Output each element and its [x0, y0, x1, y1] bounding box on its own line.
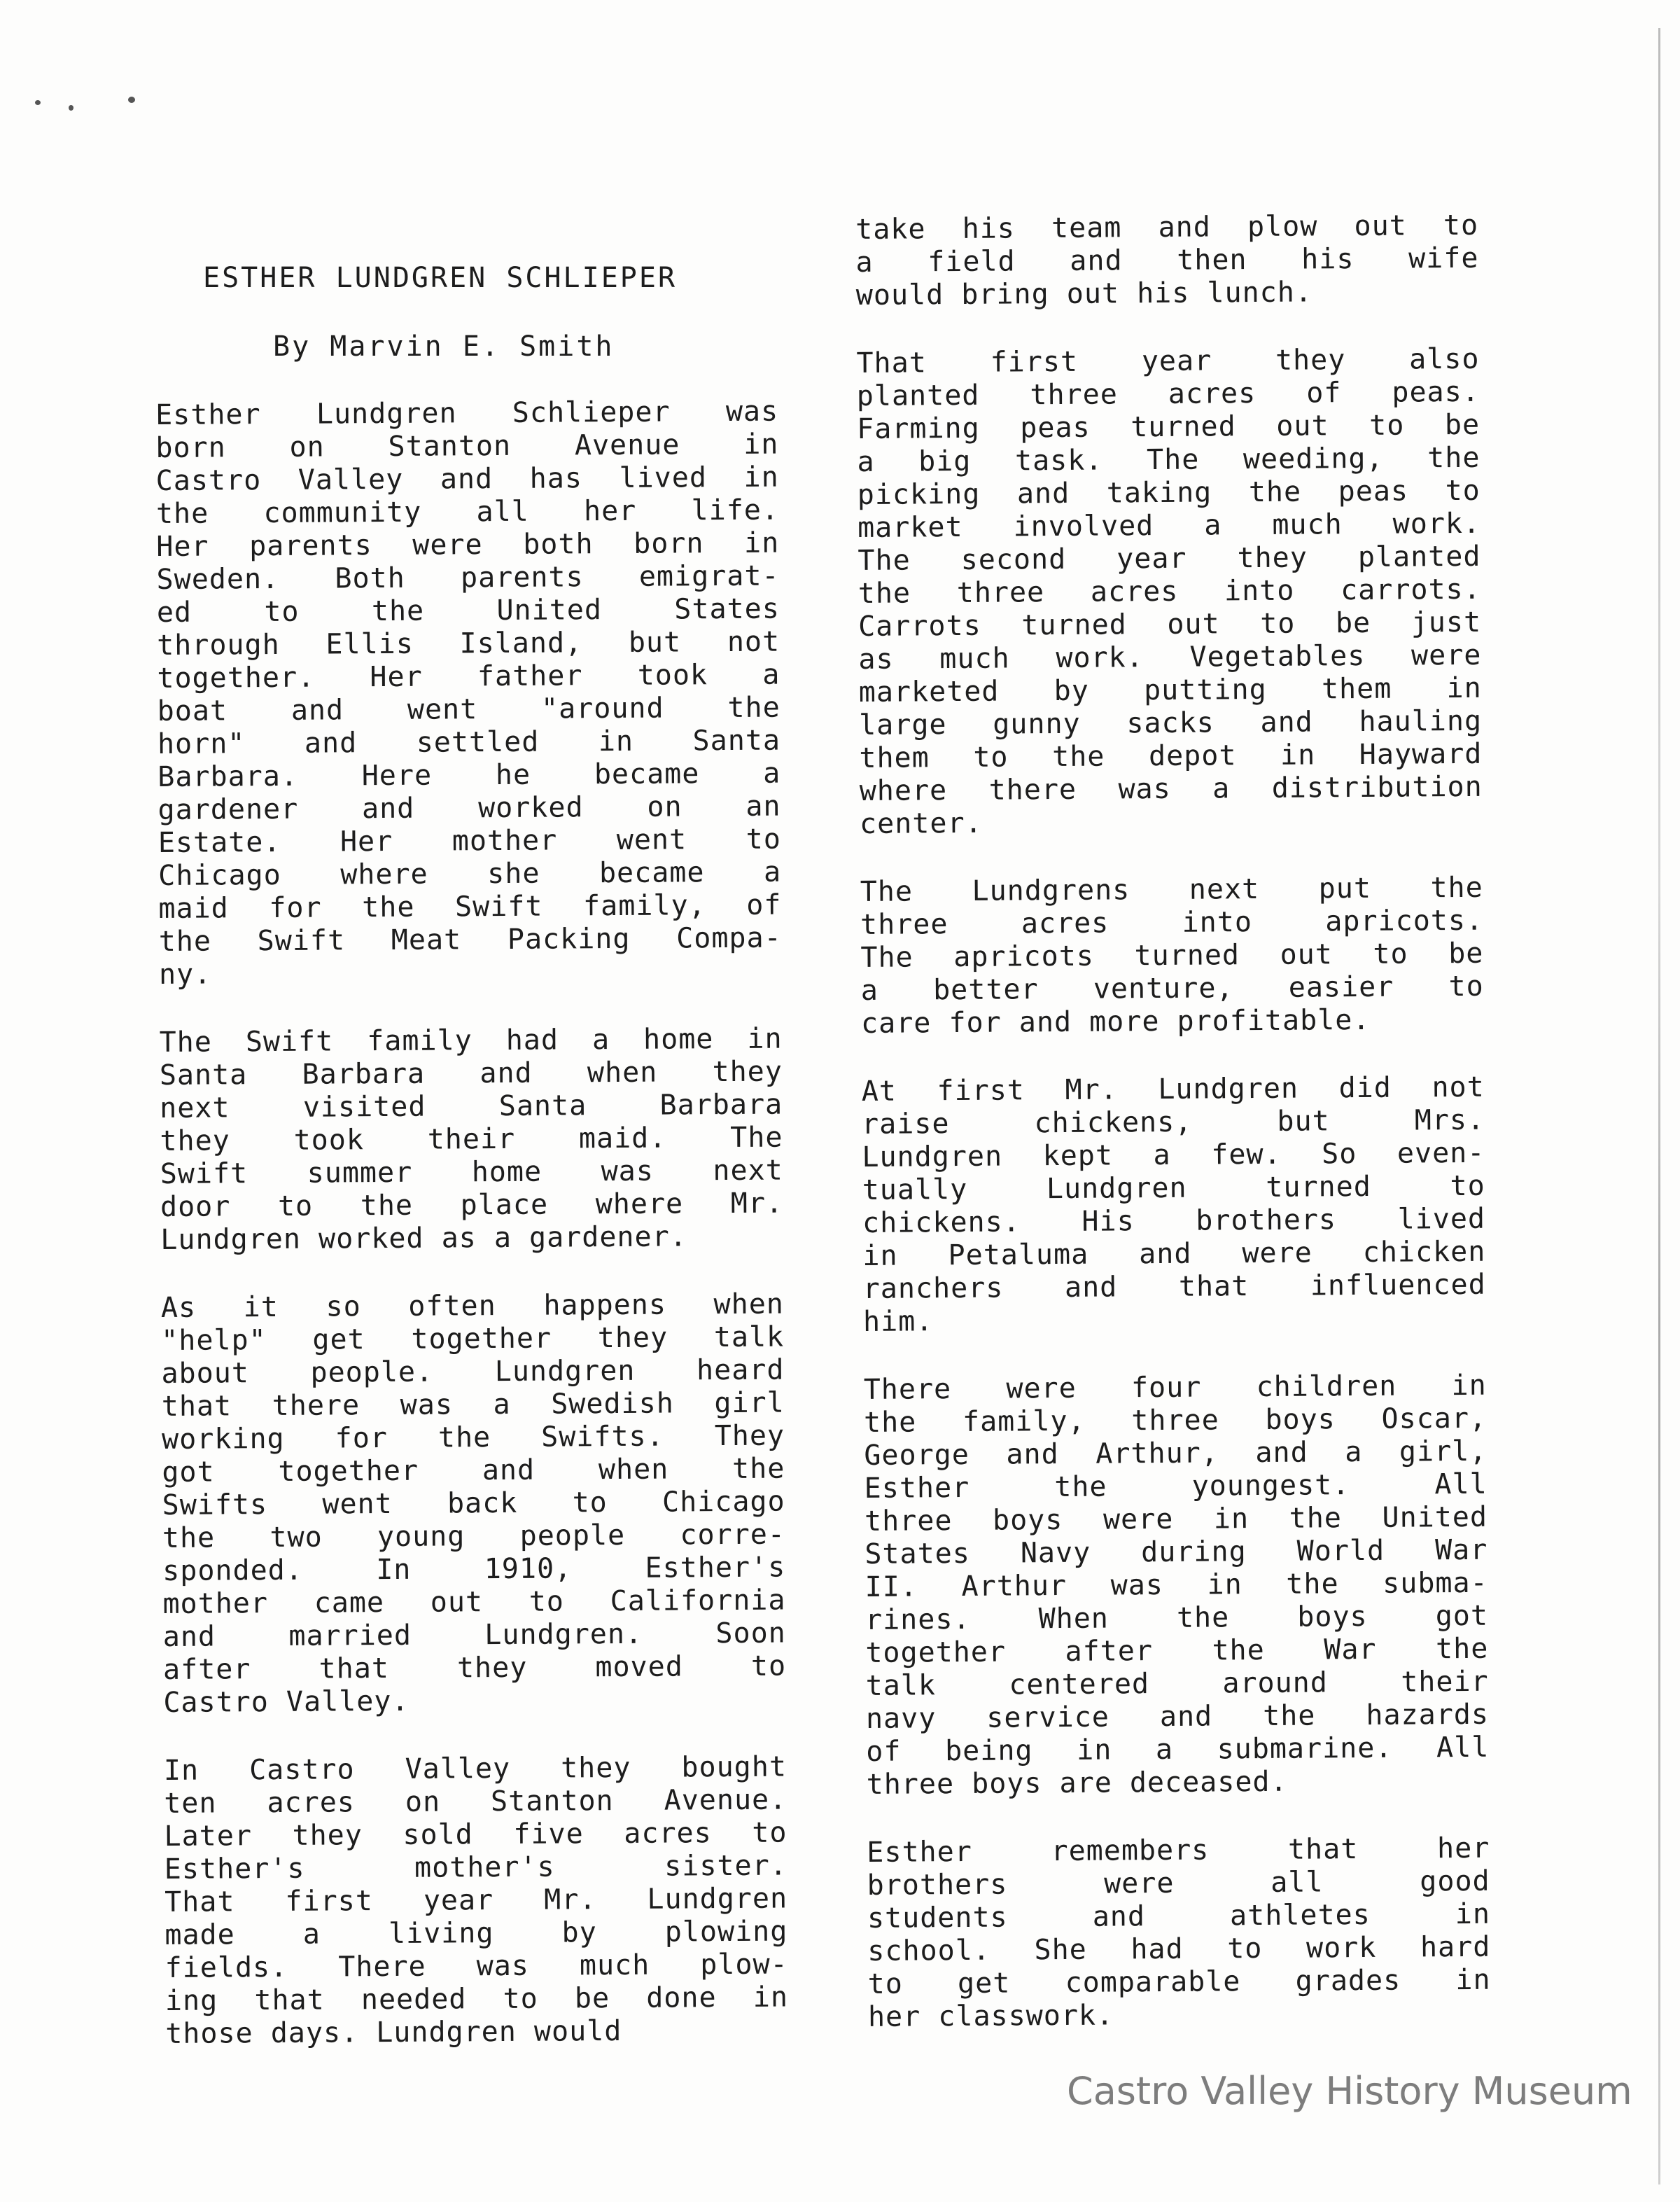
text-line: ten acres on Stanton Avenue. [164, 1783, 788, 1820]
paragraph [155, 396, 782, 991]
text-line: the Swift Meat Packing Compa- [158, 921, 782, 958]
text-line: picking and taking the peas to [857, 474, 1480, 511]
text-line: That first year they also [856, 342, 1480, 379]
text-line: center. [859, 807, 983, 840]
right-column [855, 209, 1491, 2069]
text-line: The Lundgrens next put the [860, 871, 1483, 908]
text-line: school. She had to work hard [867, 1930, 1491, 1967]
scan-speck [128, 97, 135, 103]
text-line: marketed by putting them in [858, 671, 1482, 709]
text-line: Esther the youngest. All [864, 1468, 1488, 1505]
text-line: As it so often happens when [160, 1288, 785, 1324]
text-line: ranchers and that influenced [862, 1268, 1486, 1305]
text-line: the family, three boys Oscar, [863, 1402, 1488, 1439]
text-line: The Swift family had a home in [159, 1022, 783, 1059]
text-line: rines. When the boys got [864, 1599, 1489, 1636]
text-line: The apricots turned out to be [860, 937, 1484, 974]
text-line: students and athletes in [867, 1897, 1491, 1935]
paragraph [161, 1288, 787, 1720]
text-line: her classwork. [867, 1999, 1114, 2033]
text-line: Later they sold five acres to [164, 1816, 788, 1853]
scan-speck [69, 105, 74, 111]
text-line: The second year they planted [858, 540, 1481, 577]
text-line: Lundgren worked as a gardener. [160, 1220, 687, 1256]
text-line: would bring out his lunch. [855, 276, 1313, 312]
text-line: maid for the Swift family, of [158, 889, 782, 925]
text-line: three boys are deceased. [866, 1765, 1288, 1801]
text-line: talk centered around their [865, 1665, 1489, 1702]
text-line: Her parents were both born in [156, 527, 780, 563]
text-line: Swifts went back to Chicago [162, 1485, 785, 1521]
text-line: to get comparable grades in [867, 1963, 1491, 2000]
text-line: about people. Lundgren heard [161, 1353, 785, 1390]
text-line: them to the depot in Hayward [859, 737, 1483, 774]
text-line: Barbara. Here he became a [158, 757, 781, 793]
text-line: II. Arthur was in the subma- [864, 1566, 1488, 1603]
paragraph [856, 343, 1483, 841]
text-line: the community all her life. [155, 494, 780, 530]
text-line: large gunny sacks and hauling [858, 704, 1483, 741]
text-line: take his team and plow out to [855, 209, 1479, 246]
text-line: chickens. His brothers lived [862, 1202, 1486, 1239]
text-line: the three acres into carrots. [858, 573, 1481, 610]
text-line: There were four children in [863, 1369, 1487, 1406]
text-line: Esther's mother's sister. [164, 1849, 788, 1886]
text-line: navy service and the hazards [865, 1698, 1490, 1735]
text-line: Esther Lundgren Schlieper was [155, 395, 779, 431]
text-line: next visited Santa Barbara [160, 1088, 783, 1124]
text-line: a field and then his wife [855, 242, 1479, 279]
text-line: mother came out to California [162, 1584, 786, 1620]
text-line: born on Stanton Avenue in [155, 428, 779, 464]
text-line: that there was a Swedish girl [161, 1386, 785, 1423]
text-line: a better venture, easier to [860, 970, 1484, 1007]
text-line: fields. There was much plow- [164, 1948, 788, 1984]
paragraph [159, 1023, 783, 1257]
paragraph [164, 1751, 789, 2051]
text-line: the two young people corre- [162, 1518, 786, 1554]
text-line: and married Lundgren. Soon [162, 1617, 786, 1653]
text-line: Carrots turned out to be just [858, 606, 1482, 643]
text-line: ing that needed to be done in [164, 1981, 789, 2017]
text-line: they took their maid. The [160, 1121, 783, 1157]
text-line: Castro Valley. [163, 1685, 410, 1719]
text-line: got together and when the [162, 1452, 785, 1489]
page-edge-shadow [1658, 28, 1660, 2184]
text-line: Chicago where she became a [158, 856, 782, 892]
text-line: door to the place where Mr. [160, 1187, 784, 1223]
text-line: as much work. Vegetables were [858, 639, 1482, 676]
text-line: raise chickens, but Mrs. [861, 1103, 1485, 1141]
text-line: planted three acres of peas. [856, 375, 1480, 412]
text-line: Esther remembers that her [867, 1832, 1490, 1869]
text-line: brothers were all good [867, 1865, 1490, 1902]
text-line: "help" get together they talk [161, 1320, 785, 1357]
text-line: Sweden. Both parents emigrat- [156, 559, 780, 596]
text-line: him. [862, 1305, 934, 1338]
paragraph [855, 209, 1479, 312]
text-line: That first year Mr. Lundgren [164, 1882, 788, 1918]
text-line: together. Her father took a [157, 658, 780, 695]
text-line: boat and went "around the [157, 691, 780, 727]
text-line: where there was a distribution [859, 770, 1483, 807]
text-line: three boys were in the United [864, 1500, 1488, 1538]
text-line: Swift summer home was next [160, 1154, 783, 1190]
text-line: Castro Valley and has lived in [155, 461, 779, 497]
text-line: Estate. Her mother went to [158, 823, 781, 859]
paragraph [864, 1370, 1490, 1802]
scan-speck [35, 100, 41, 105]
text-line: States Navy during World War [864, 1533, 1488, 1570]
text-line: three acres into apricots. [860, 904, 1484, 941]
text-line: through Ellis Island, but not [157, 625, 780, 662]
text-line: of being in a submarine. All [866, 1731, 1490, 1768]
article-byline: By Marvin E. Smith [273, 330, 615, 363]
text-line: market involved a much work. [857, 507, 1481, 544]
article-title: ESTHER LUNDGREN SCHLIEPER [203, 262, 678, 294]
text-line: sponded. In 1910, Esther's [162, 1551, 786, 1587]
text-line: ed to the United States [156, 592, 780, 629]
paragraph [860, 872, 1485, 1040]
text-line: ny. [158, 958, 212, 991]
text-line: those days. Lundgren would [165, 2014, 622, 2050]
text-line: horn" and settled in Santa [157, 724, 781, 760]
text-line: a big task. The weeding, the [857, 441, 1480, 478]
text-line: Farming peas turned out to be [856, 408, 1480, 445]
left-column [155, 396, 789, 2086]
text-line: gardener and worked on an [158, 790, 781, 826]
text-line: At first Mr. Lundgren did not [861, 1071, 1485, 1108]
paragraph [867, 1832, 1491, 2034]
text-line: Lundgren kept a few. So even- [862, 1136, 1485, 1173]
text-line: In Castro Valley they bought [163, 1750, 788, 1787]
text-line: in Petaluma and were chicken [862, 1235, 1486, 1272]
text-line: tually Lundgren turned to [862, 1169, 1485, 1206]
text-line: working for the Swifts. They [161, 1419, 785, 1456]
text-line: together after the War the [865, 1632, 1489, 1669]
text-line: George and Arthur, and a girl, [864, 1435, 1488, 1472]
text-line: Santa Barbara and when they [159, 1055, 783, 1092]
text-line: made a living by plowing [164, 1915, 788, 1951]
text-line: care for and more profitable. [860, 1003, 1371, 1040]
museum-watermark: Castro Valley History Museum [1067, 2069, 1632, 2113]
text-line: after that they moved to [162, 1650, 787, 1686]
paragraph [862, 1071, 1487, 1339]
